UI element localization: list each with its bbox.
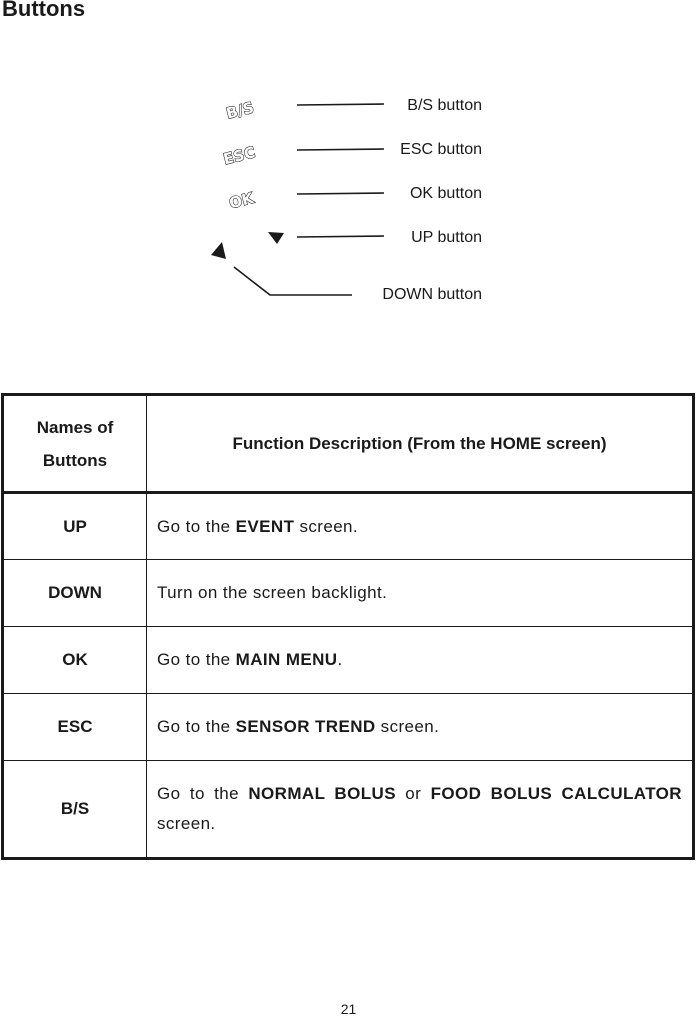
down-button-callout: DOWN button: [382, 286, 482, 303]
row-name-down: DOWN: [3, 560, 147, 627]
esc-button-callout: ESC button: [400, 141, 482, 158]
header-name-line1: Names of: [36, 417, 114, 437]
desc-bold: NORMAL BOLUS: [248, 784, 396, 803]
desc-text: screen.: [375, 717, 440, 736]
desc-text: Go to the: [157, 650, 236, 669]
table-row-bs: [3, 761, 694, 859]
desc-bold: SENSOR TREND: [235, 717, 376, 736]
table-row-esc: [3, 694, 694, 761]
row-name-ok: OK: [3, 627, 147, 694]
table-row-down: [3, 560, 694, 627]
row-name-esc: ESC: [3, 694, 147, 761]
desc-text: Go to the: [157, 516, 236, 536]
ok-key-label: OK: [227, 189, 256, 213]
desc-text: screen.: [157, 814, 216, 833]
ok-button-callout: OK button: [409, 185, 482, 202]
table-row-ok: [3, 627, 694, 694]
esc-key-label: ESC: [221, 143, 257, 169]
row-desc-up: [147, 493, 694, 560]
row-desc-ok: [147, 627, 694, 694]
desc-text: Go to the: [157, 717, 236, 736]
up-arrow-icon: [268, 232, 284, 244]
desc-bold: FOOD BOLUS CALCULATOR: [430, 784, 682, 803]
row-desc-esc: [147, 694, 694, 761]
table-row-up: [3, 493, 694, 560]
row-desc-bs: [147, 761, 694, 859]
bs-button-callout: B/S button: [407, 97, 482, 114]
ok-leader-line: [297, 193, 384, 194]
desc-text: or: [395, 784, 431, 803]
page-heading: Buttons: [2, 0, 86, 21]
desc-text: .: [337, 650, 343, 669]
down-arrow-icon: [211, 242, 226, 259]
desc-text: Go to the: [157, 784, 249, 803]
up-leader-line: [297, 236, 384, 237]
header-function-description: Function Description (From the HOME screen): [147, 395, 694, 493]
button-function-table: [1, 393, 695, 860]
table-header-row: [3, 395, 694, 493]
esc-leader-line: [297, 149, 384, 150]
row-desc-down: Turn on the screen backlight.: [147, 560, 694, 627]
bs-key-label: B/S: [224, 98, 256, 123]
header-name-line2: Buttons: [42, 450, 108, 470]
button-diagram: [0, 70, 697, 320]
up-button-callout: UP button: [411, 229, 482, 246]
desc-bold: EVENT: [235, 516, 295, 536]
desc-text: screen.: [294, 516, 359, 536]
desc-bold: MAIN MENU: [235, 650, 338, 669]
row-name-bs: B/S: [3, 761, 147, 859]
bs-leader-line: [297, 104, 384, 105]
down-leader-line: [234, 267, 352, 295]
row-name-up: UP: [3, 493, 147, 560]
page-number: 21: [340, 1001, 357, 1017]
header-names-of-buttons: [3, 395, 147, 493]
